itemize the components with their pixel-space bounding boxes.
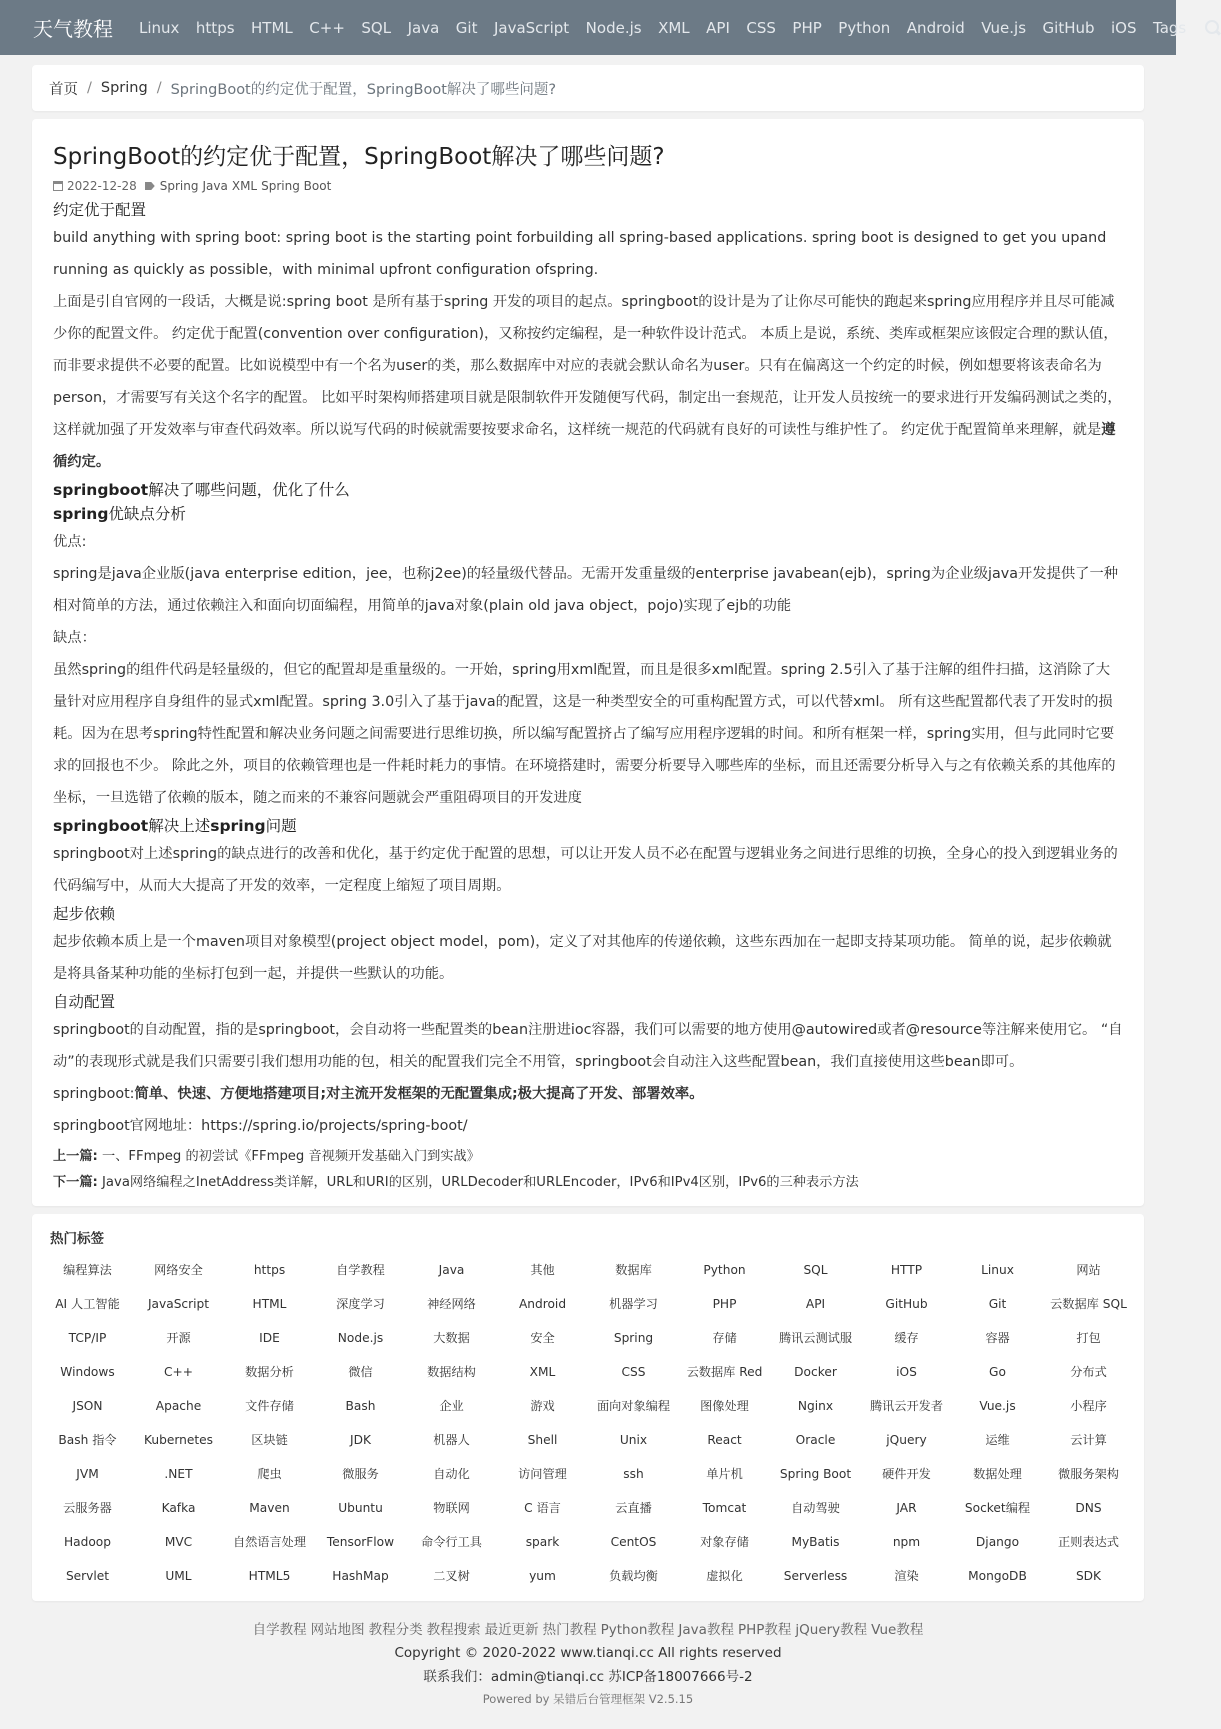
breadcrumb bbox=[32, 65, 1144, 111]
hot-tag-link[interactable]: 网络安全 bbox=[154, 1263, 203, 1277]
hot-tag-link[interactable]: JAR bbox=[896, 1501, 917, 1515]
hot-tag-link[interactable]: Bash 指令 bbox=[58, 1433, 117, 1447]
hot-tag-link[interactable]: 深度学习 bbox=[336, 1297, 385, 1311]
hot-tag-link[interactable]: Python bbox=[703, 1263, 746, 1277]
footer-links bbox=[0, 1619, 1176, 1641]
hot-tag-link[interactable]: 缓存 bbox=[894, 1331, 919, 1345]
hot-tag-link[interactable]: 渲染 bbox=[894, 1569, 919, 1583]
footer-link[interactable]: 热门教程 bbox=[542, 1622, 597, 1638]
nav-link-python[interactable]: Python bbox=[838, 18, 891, 37]
hot-tag-link[interactable]: TensorFlow bbox=[326, 1535, 395, 1549]
footer bbox=[0, 1619, 1176, 1709]
paragraph: springboot:简单、快速、方便地搭建项目;对主流开发框架的无配置集成;极大提高了开发、部署效率。 bbox=[53, 1086, 704, 1102]
hot-tag-link[interactable]: Servlet bbox=[65, 1569, 110, 1583]
hot-tag-link[interactable]: 小程序 bbox=[1070, 1399, 1107, 1413]
article-tag-link[interactable]: Spring Boot bbox=[261, 179, 332, 193]
section-heading: 起步依赖 bbox=[53, 905, 116, 923]
hot-tag-link[interactable]: 腾讯云测试服 bbox=[778, 1331, 853, 1345]
nav-links bbox=[139, 19, 1203, 37]
hot-tag-link[interactable]: 文件存储 bbox=[245, 1399, 294, 1413]
hot-tag-link[interactable]: C 语言 bbox=[524, 1501, 561, 1515]
hot-tag-link[interactable]: 负载均衡 bbox=[609, 1569, 658, 1583]
nav-link-c-[interactable]: C++ bbox=[309, 18, 345, 37]
hot-tag-link[interactable]: 分布式 bbox=[1070, 1365, 1107, 1379]
footer-link[interactable]: 教程分类 bbox=[368, 1622, 423, 1638]
hot-tag-link[interactable]: Apache bbox=[155, 1399, 202, 1413]
hot-tag-link[interactable]: MVC bbox=[164, 1535, 193, 1549]
hot-tag-link[interactable]: 微服务 bbox=[342, 1467, 379, 1481]
hot-tag-link[interactable]: 正则表达式 bbox=[1058, 1535, 1119, 1549]
section-heading: 自动配置 bbox=[53, 993, 116, 1011]
prev-post-link[interactable]: 一、FFmpeg 的初尝试《FFmpeg 音视频开发基础入门到实战》 bbox=[102, 1149, 480, 1164]
hot-tag-link[interactable]: 游戏 bbox=[530, 1399, 555, 1413]
hot-tag-link[interactable]: Kubernetes bbox=[144, 1433, 213, 1447]
hot-tag-link[interactable]: 二叉树 bbox=[433, 1569, 470, 1583]
prev-post-label: 上一篇: bbox=[53, 1149, 98, 1164]
hot-tag-link[interactable]: HTML5 bbox=[248, 1569, 291, 1583]
hot-tag-link[interactable]: 机器学习 bbox=[609, 1297, 658, 1311]
hot-tag-link[interactable]: Django bbox=[975, 1535, 1020, 1549]
breadcrumb-separator: / bbox=[156, 80, 162, 96]
hot-tag-link[interactable]: 云服务器 bbox=[63, 1501, 112, 1515]
site-logo[interactable]: 天气教程 bbox=[33, 17, 113, 41]
hot-tag-link[interactable]: Unix bbox=[619, 1433, 648, 1447]
footer-link[interactable]: 教程搜索 bbox=[426, 1622, 481, 1638]
hot-tag-link[interactable]: 面向对象编程 bbox=[596, 1399, 671, 1413]
hot-tag-link[interactable]: Spring bbox=[613, 1331, 654, 1345]
hot-tag-link[interactable]: jQuery bbox=[886, 1433, 927, 1447]
hot-tag-link[interactable]: JDK bbox=[350, 1433, 371, 1447]
hot-tag-link[interactable]: Serverless bbox=[783, 1569, 848, 1583]
nav-link-vue-js[interactable]: Vue.js bbox=[981, 18, 1027, 37]
hot-tag-link[interactable]: npm bbox=[892, 1535, 921, 1549]
hot-tag-link[interactable]: HashMap bbox=[332, 1569, 389, 1583]
nav-link-html[interactable]: HTML bbox=[251, 18, 293, 37]
hot-tag-link[interactable]: 编程算法 bbox=[63, 1263, 112, 1277]
hot-tag-link[interactable]: Git bbox=[988, 1297, 1007, 1311]
hot-tag-link[interactable]: TCP/IP bbox=[68, 1331, 107, 1345]
tags-icon bbox=[145, 182, 155, 190]
footer-link[interactable]: 最近更新 bbox=[484, 1622, 539, 1638]
paragraph: 虽然spring的组件代码是轻量级的，但它的配置却是重量级的。一开始，spring用xml配置，而且是很多xml配置。spring 2.5引入了基于注解的组件扫描，这消除了大量针对应用程序自身组件的显式xml配置。spring 3.0引入了基于java的配置，这是一种类型安全的可重构配置方式，可以代替xml。 所有这些配置都代表了开发时的损耗。因为在思考spring特性配置和解决业务问题之间需要进行思维切换，所以编写配置挤占了编写应用程序逻辑的时间。和所有框架一样，spring实用，但与此同时它要求的回报也不少。 除此之外，项目的依赖管理也是一件耗时耗力的事情。在环境搭建时，需要分析要导入哪些库的坐标，而且还需要分析导入与之有依赖关系的其他库的坐标，一旦选错了依赖的版本，随之而来的不兼容问题就会严重阻碍项目的开发进度 bbox=[53, 662, 1116, 806]
nav-link-css[interactable]: CSS bbox=[746, 18, 776, 37]
hot-tag-link[interactable]: Docker bbox=[794, 1365, 837, 1379]
hot-tag-link[interactable]: 数据处理 bbox=[973, 1467, 1022, 1481]
nav-link-node-js[interactable]: Node.js bbox=[585, 18, 642, 37]
hot-tag-link[interactable]: https bbox=[253, 1263, 286, 1277]
hot-tag-link[interactable]: Maven bbox=[249, 1501, 290, 1515]
hot-tag-link[interactable]: Node.js bbox=[337, 1331, 384, 1345]
hot-tag-link[interactable]: CSS bbox=[621, 1365, 646, 1379]
nav-link-android[interactable]: Android bbox=[906, 18, 965, 37]
nav-link-xml[interactable]: XML bbox=[658, 18, 690, 37]
hot-tag-link[interactable]: ssh bbox=[623, 1467, 644, 1481]
footer-link[interactable]: jQuery教程 bbox=[795, 1622, 868, 1638]
hot-tag-link[interactable]: 腾讯云开发者 bbox=[869, 1399, 944, 1413]
hot-tag-link[interactable]: 访问管理 bbox=[518, 1467, 567, 1481]
paragraph: springboot对上述spring的缺点进行的改善和优化，基于约定优于配置的思想，可以让开发人员不必在配置与逻辑业务之间进行思维的切换，全身心的投入到逻辑业务的代码编写中，从而大大提高了开发的效率，一定程度上缩短了项目周期。 bbox=[53, 846, 1118, 894]
hot-tag-link[interactable]: JavaScript bbox=[147, 1297, 210, 1311]
hot-tag-link[interactable]: Oracle bbox=[795, 1433, 836, 1447]
footer-link[interactable]: Vue教程 bbox=[871, 1622, 924, 1638]
hot-tag-link[interactable]: Vue.js bbox=[979, 1399, 1016, 1413]
hot-tag-link[interactable]: AI 人工智能 bbox=[55, 1297, 120, 1311]
hot-tag-link[interactable]: 其他 bbox=[530, 1263, 555, 1277]
hot-tag-link[interactable]: 云直播 bbox=[615, 1501, 652, 1515]
hot-tag-link[interactable]: MongoDB bbox=[968, 1569, 1027, 1583]
hot-tag-link[interactable]: Nginx bbox=[797, 1399, 834, 1413]
contact-info: 联系我们：admin@tianqi.cc 苏ICP备18007666号-2 bbox=[423, 1669, 753, 1685]
hot-tags-grid bbox=[42, 1253, 1134, 1593]
hot-tag-link[interactable]: Spring Boot bbox=[779, 1467, 852, 1481]
hot-tag-link[interactable]: 微服务架构 bbox=[1058, 1467, 1119, 1481]
paragraph: spring是java企业版(java enterprise edition，jee，也称j2ee)的轻量级代替品。无需开发重量级的enterprise javabean(ejb)，spring为企业级java开发提供了一种相对简单的方法，通过依赖注入和面向切面编程，用简单的java对象(plain old java object，pojo)实现了ejb的功能 bbox=[53, 566, 1119, 614]
hot-tag-link[interactable]: 单片机 bbox=[706, 1467, 743, 1481]
hot-tag-link[interactable]: UML bbox=[165, 1569, 192, 1583]
article-tag-link[interactable]: Java bbox=[202, 179, 228, 193]
prev-post bbox=[53, 1144, 1123, 1170]
hot-tag-link[interactable]: Bash bbox=[345, 1399, 376, 1413]
hot-tag-link[interactable]: yum bbox=[529, 1569, 556, 1583]
article-tag-link[interactable]: XML bbox=[231, 179, 258, 193]
hot-tag-link[interactable]: 运维 bbox=[985, 1433, 1010, 1447]
paragraph: 起步依赖本质上是一个maven项目对象模型(project object model，pom)，定义了对其他库的传递依赖，这些东西加在一起即支持某项功能。 简单的说，起步依赖就是将具备某种功能的坐标打包到一起，并提供一些默认的功能。 bbox=[53, 934, 1112, 982]
nav-link-https[interactable]: https bbox=[195, 18, 235, 37]
hot-tag-link[interactable]: 云数据库 Red bbox=[686, 1365, 763, 1379]
hot-tag-link[interactable]: 爬虫 bbox=[257, 1467, 282, 1481]
hot-tag-link[interactable]: 云计算 bbox=[1070, 1433, 1107, 1447]
section-heading: springboot解决了哪些问题，优化了什么 bbox=[53, 481, 350, 499]
hot-tag-link[interactable]: Go bbox=[989, 1365, 1006, 1379]
hot-tags-card bbox=[32, 1214, 1144, 1601]
paragraph: 优点: bbox=[53, 534, 87, 550]
hot-tags-title: 热门标签 bbox=[50, 1231, 104, 1247]
breadcrumb-current: SpringBoot的约定优于配置，SpringBoot解决了哪些问题? bbox=[170, 81, 557, 98]
hot-tag-link[interactable]: 命令行工具 bbox=[421, 1535, 482, 1549]
hot-tag-link[interactable]: 网站 bbox=[1076, 1263, 1101, 1277]
hot-tag-link[interactable]: HTML bbox=[252, 1297, 287, 1311]
hot-tag-link[interactable]: 云数据库 SQL bbox=[1050, 1297, 1127, 1311]
hot-tag-link[interactable]: 机器人 bbox=[433, 1433, 470, 1447]
page-title: SpringBoot的约定优于配置，SpringBoot解决了哪些问题? bbox=[53, 144, 665, 170]
nav-link-github[interactable]: GitHub bbox=[1042, 18, 1095, 37]
hot-tag-link[interactable]: 神经网络 bbox=[427, 1297, 476, 1311]
nav-link-javascript[interactable]: JavaScript bbox=[493, 18, 570, 37]
footer-link[interactable]: 网站地图 bbox=[310, 1622, 365, 1638]
hot-tag-link[interactable]: 自动化 bbox=[433, 1467, 470, 1481]
powered-by: Powered by 呆错后台管理框架 V2.5.15 bbox=[482, 1692, 694, 1706]
next-post-link[interactable]: Java网络编程之InetAddress类详解，URL和URI的区别，URLDecoder和URLEncoder，IPv6和IPv4区别，IPv6的三种表示方法 bbox=[102, 1175, 859, 1190]
hot-tag-link[interactable]: 硬件开发 bbox=[882, 1467, 931, 1481]
hot-tag-link[interactable]: 安全 bbox=[530, 1331, 555, 1345]
next-post-label: 下一篇: bbox=[53, 1175, 98, 1190]
paragraph: 缺点： bbox=[53, 630, 96, 646]
hot-tag-link[interactable]: MyBatis bbox=[791, 1535, 840, 1549]
hot-tag-link[interactable]: JSON bbox=[72, 1399, 103, 1413]
nav-link-git[interactable]: Git bbox=[455, 18, 478, 37]
hot-tag-link[interactable]: 自然语言处理 bbox=[232, 1535, 307, 1549]
footer-link[interactable]: PHP教程 bbox=[737, 1622, 792, 1638]
hot-tag-link[interactable]: 微信 bbox=[348, 1365, 373, 1379]
next-post bbox=[53, 1170, 1123, 1196]
hot-tag-link[interactable]: XML bbox=[529, 1365, 556, 1379]
hot-tag-link[interactable]: 图像处理 bbox=[700, 1399, 749, 1413]
hot-tag-link[interactable]: 区块链 bbox=[251, 1433, 288, 1447]
hot-tag-link[interactable]: IDE bbox=[259, 1331, 280, 1345]
hot-tag-link[interactable]: 物联网 bbox=[433, 1501, 470, 1515]
breadcrumb-separator: / bbox=[87, 80, 92, 96]
hot-tag-link[interactable]: Tomcat bbox=[702, 1501, 747, 1515]
breadcrumb-home[interactable]: 首页 bbox=[49, 81, 78, 98]
nav-link-linux[interactable]: Linux bbox=[139, 18, 180, 37]
top-navbar bbox=[0, 0, 1187, 55]
nav-link-tags[interactable]: Tags bbox=[1153, 18, 1187, 37]
nav-link-ios[interactable]: iOS bbox=[1111, 18, 1137, 37]
article-date: 2022-12-28 bbox=[67, 179, 137, 193]
hot-tag-link[interactable]: Shell bbox=[527, 1433, 558, 1447]
hot-tag-link[interactable]: 开源 bbox=[166, 1331, 191, 1345]
footer-link[interactable]: Java教程 bbox=[678, 1622, 734, 1638]
hot-tag-link[interactable]: 对象存储 bbox=[700, 1535, 749, 1549]
article-meta bbox=[53, 179, 1123, 193]
hot-tag-link[interactable]: Hadoop bbox=[63, 1535, 112, 1549]
hot-tag-link[interactable]: SDK bbox=[1075, 1569, 1102, 1583]
hot-tag-link[interactable]: C++ bbox=[164, 1365, 193, 1379]
hot-tag-link[interactable]: HTTP bbox=[890, 1263, 923, 1277]
nav-link-java[interactable]: Java bbox=[407, 18, 440, 37]
hot-tag-link[interactable]: 大数据 bbox=[433, 1331, 470, 1345]
copyright: Copyright © 2020-2022 www.tianqi.cc All rights reserved bbox=[394, 1645, 782, 1661]
hot-tag-link[interactable]: Kafka bbox=[161, 1501, 196, 1515]
nav-link-sql[interactable]: SQL bbox=[361, 18, 392, 37]
hot-tag-link[interactable]: 容器 bbox=[985, 1331, 1010, 1345]
hot-tag-link[interactable]: Windows bbox=[60, 1365, 115, 1379]
hot-tag-link[interactable]: 数据结构 bbox=[427, 1365, 476, 1379]
hot-tag-link[interactable]: 自学教程 bbox=[336, 1263, 385, 1277]
hot-tag-link[interactable]: 企业 bbox=[439, 1399, 464, 1413]
section-heading: 约定优于配置 bbox=[53, 201, 147, 219]
hot-tag-link[interactable]: 数据库 bbox=[615, 1263, 652, 1277]
hot-tag-link[interactable]: 数据分析 bbox=[245, 1365, 294, 1379]
section-heading: springboot解决上述spring问题 bbox=[53, 817, 297, 835]
hot-tag-link[interactable]: Socket编程 bbox=[964, 1501, 1031, 1515]
hot-tag-link[interactable]: GitHub bbox=[885, 1297, 928, 1311]
hot-tag-link[interactable]: SQL bbox=[803, 1263, 828, 1277]
hot-tag-link[interactable]: CentOS bbox=[610, 1535, 657, 1549]
paragraph: springboot官网地址：https://spring.io/projects/spring-boot/ bbox=[53, 1118, 468, 1134]
article-tags bbox=[160, 179, 336, 193]
nav-link-api[interactable]: API bbox=[706, 18, 730, 37]
hot-tag-link[interactable]: 存储 bbox=[712, 1331, 737, 1345]
calendar-icon bbox=[53, 181, 63, 191]
paragraph: springboot的自动配置，指的是springboot，会自动将一些配置类的bean注册进ioc容器，我们可以需要的地方使用@autowired或者@resource等注解来使用它。 “自动”的表现形式就是我们只需要引我们想用功能的包，相关的配置我们完全不用管，springboot会自动注入这些配置bean，我们直接使用这些bean即可。 bbox=[53, 1022, 1123, 1070]
hot-tag-link[interactable]: React bbox=[707, 1433, 742, 1447]
section-heading: spring优缺点分析 bbox=[53, 505, 186, 523]
hot-tag-link[interactable]: 打包 bbox=[1076, 1331, 1101, 1345]
hot-tag-link[interactable]: 自动驾驶 bbox=[791, 1501, 840, 1515]
article-card bbox=[32, 119, 1144, 1206]
hot-tag-link[interactable]: spark bbox=[525, 1535, 560, 1549]
hot-tag-link[interactable]: PHP bbox=[712, 1297, 737, 1311]
paragraph: 上面是引自官网的一段话，大概是说:spring boot 是所有基于spring 开发的项目的起点。springboot的设计是为了让你尽可能快的跑起来spring应用程序并且尽可能减少你的配置文件。 约定优于配置(convention over configuration)，又称按约定编程，是一种软件设计范式。 本质上是说，系统、类库或框架应该假定合理的默认值，而非要求提供不必要的配置。比如说模型中有一个名为user的类，那么数据库中对应的表就会默认命名为user。只有在偏离这一个约定的时候，例如想要将该表命名为person，才需要写有关这个名字的配置。 比如平时架构师搭建项目就是限制软件开发随便写代码，制定出一套规范，让开发人员按统一的要求进行开发编码测试之类的，这样就加强了开发效率与审查代码效率。所以说写代码的时候就需要按要求命名，这样统一规范的代码就有良好的可读性与维护性了。 约定优于配置简单来理解，就是遵循约定。 bbox=[53, 294, 1122, 470]
hot-tag-link[interactable]: .NET bbox=[164, 1467, 193, 1481]
footer-link[interactable]: Python教程 bbox=[600, 1622, 675, 1638]
hot-tag-link[interactable]: JVM bbox=[76, 1467, 99, 1481]
nav-link-php[interactable]: PHP bbox=[792, 18, 822, 37]
hot-tag-link[interactable]: 虚拟化 bbox=[706, 1569, 743, 1583]
hot-tag-link[interactable]: Ubuntu bbox=[338, 1501, 383, 1515]
hot-tag-link[interactable]: iOS bbox=[896, 1365, 917, 1379]
article-tag-link[interactable]: Spring bbox=[159, 179, 199, 193]
hot-tag-link[interactable]: Linux bbox=[981, 1263, 1014, 1277]
hot-tag-link[interactable]: Java bbox=[438, 1263, 465, 1277]
footer-link[interactable]: 自学教程 bbox=[252, 1622, 307, 1638]
breadcrumb-section[interactable]: Spring bbox=[100, 80, 148, 96]
paragraph: build anything with spring boot: spring boot is the starting point forbuilding all spring-based applications. spring boot is designed to get you upand running as quickly as possible，with minimal upfront configuration ofspring. bbox=[53, 230, 1107, 278]
hot-tag-link[interactable]: DNS bbox=[1075, 1501, 1102, 1515]
hot-tag-link[interactable]: API bbox=[805, 1297, 826, 1311]
hot-tag-link[interactable]: Android bbox=[518, 1297, 567, 1311]
